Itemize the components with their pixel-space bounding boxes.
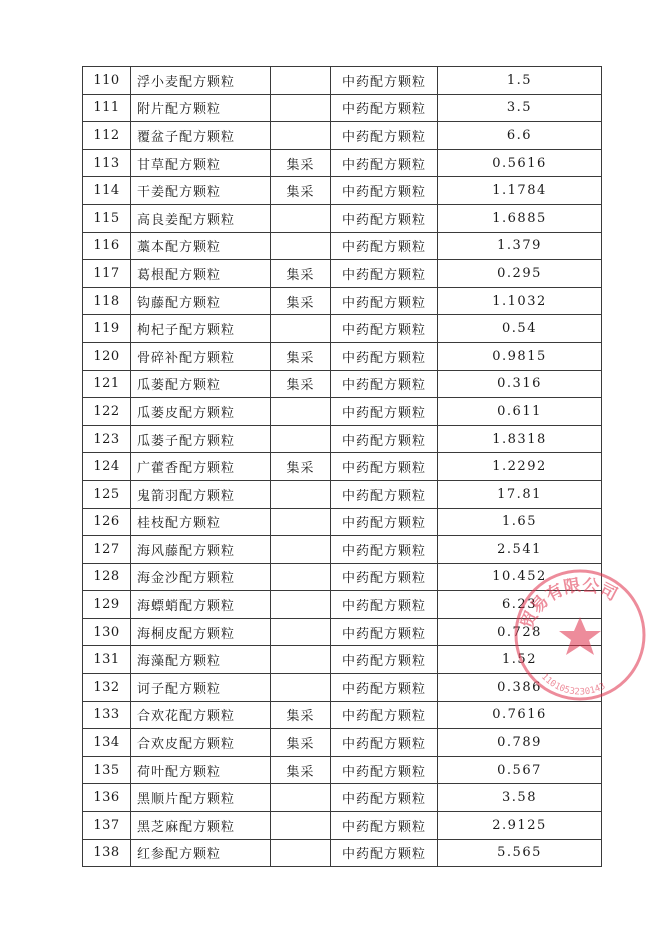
- procurement-tag: [271, 232, 331, 260]
- drug-name: 黑顺片配方颗粒: [131, 784, 271, 812]
- drug-category: 中药配方颗粒: [331, 646, 438, 674]
- unit-price: 1.6885: [438, 204, 602, 232]
- procurement-tag: [271, 425, 331, 453]
- procurement-tag: [271, 563, 331, 591]
- row-number: 121: [83, 370, 131, 398]
- unit-price: 1.65: [438, 508, 602, 536]
- table-row: [83, 453, 602, 481]
- unit-price: 0.295: [438, 260, 602, 288]
- unit-price: 1.2292: [438, 453, 602, 481]
- drug-name: 鬼箭羽配方颗粒: [131, 480, 271, 508]
- drug-category: 中药配方颗粒: [331, 563, 438, 591]
- drug-category: 中药配方颗粒: [331, 480, 438, 508]
- drug-category: 中药配方颗粒: [331, 756, 438, 784]
- row-number: 132: [83, 674, 131, 702]
- drug-name: 瓜蒌皮配方颗粒: [131, 398, 271, 426]
- procurement-tag: 集采: [271, 701, 331, 729]
- table-row: [83, 370, 602, 398]
- drug-name: 海螵蛸配方颗粒: [131, 591, 271, 619]
- drug-name: 瓜蒌配方颗粒: [131, 370, 271, 398]
- drug-category: 中药配方颗粒: [331, 122, 438, 150]
- table-row: [83, 563, 602, 591]
- drug-price-table: [82, 66, 602, 867]
- procurement-tag: [271, 536, 331, 564]
- table-row: [83, 508, 602, 536]
- unit-price: 3.58: [438, 784, 602, 812]
- unit-price: 5.565: [438, 839, 602, 867]
- table-row: [83, 149, 602, 177]
- drug-category: 中药配方颗粒: [331, 674, 438, 702]
- row-number: 115: [83, 204, 131, 232]
- row-number: 120: [83, 342, 131, 370]
- procurement-tag: [271, 674, 331, 702]
- row-number: 122: [83, 398, 131, 426]
- drug-category: 中药配方颗粒: [331, 67, 438, 95]
- drug-name: 甘草配方颗粒: [131, 149, 271, 177]
- seal-code: 1101053230143: [539, 672, 608, 698]
- row-number: 129: [83, 591, 131, 619]
- drug-category: 中药配方颗粒: [331, 425, 438, 453]
- drug-name: 浮小麦配方颗粒: [131, 67, 271, 95]
- drug-name: 高良姜配方颗粒: [131, 204, 271, 232]
- row-number: 136: [83, 784, 131, 812]
- drug-category: 中药配方颗粒: [331, 177, 438, 205]
- drug-category: 中药配方颗粒: [331, 260, 438, 288]
- drug-name: 海桐皮配方颗粒: [131, 618, 271, 646]
- procurement-tag: [271, 784, 331, 812]
- unit-price: 6.23: [438, 591, 602, 619]
- table-row: [83, 425, 602, 453]
- unit-price: 0.54: [438, 315, 602, 343]
- row-number: 119: [83, 315, 131, 343]
- drug-name: 红参配方颗粒: [131, 839, 271, 867]
- procurement-tag: [271, 508, 331, 536]
- procurement-tag: 集采: [271, 177, 331, 205]
- drug-category: 中药配方颗粒: [331, 342, 438, 370]
- unit-price: 2.541: [438, 536, 602, 564]
- unit-price: 0.728: [438, 618, 602, 646]
- drug-category: 中药配方颗粒: [331, 453, 438, 481]
- unit-price: 1.1784: [438, 177, 602, 205]
- row-number: 116: [83, 232, 131, 260]
- drug-category: 中药配方颗粒: [331, 729, 438, 757]
- procurement-tag: [271, 591, 331, 619]
- drug-name: 合欢皮配方颗粒: [131, 729, 271, 757]
- procurement-tag: 集采: [271, 287, 331, 315]
- drug-name: 诃子配方颗粒: [131, 674, 271, 702]
- row-number: 112: [83, 122, 131, 150]
- procurement-tag: [271, 204, 331, 232]
- unit-price: 0.789: [438, 729, 602, 757]
- drug-name: 覆盆子配方颗粒: [131, 122, 271, 150]
- table-row: [83, 315, 602, 343]
- row-number: 117: [83, 260, 131, 288]
- procurement-tag: 集采: [271, 756, 331, 784]
- drug-category: 中药配方颗粒: [331, 315, 438, 343]
- drug-name: 藁本配方颗粒: [131, 232, 271, 260]
- row-number: 114: [83, 177, 131, 205]
- unit-price: 1.1032: [438, 287, 602, 315]
- row-number: 127: [83, 536, 131, 564]
- drug-category: 中药配方颗粒: [331, 839, 438, 867]
- table-row: [83, 839, 602, 867]
- procurement-tag: [271, 94, 331, 122]
- drug-category: 中药配方颗粒: [331, 94, 438, 122]
- table-row: [83, 94, 602, 122]
- table-row: [83, 260, 602, 288]
- drug-name: 海风藤配方颗粒: [131, 536, 271, 564]
- drug-category: 中药配方颗粒: [331, 370, 438, 398]
- row-number: 130: [83, 618, 131, 646]
- table-row: [83, 756, 602, 784]
- unit-price: 0.9815: [438, 342, 602, 370]
- unit-price: 0.567: [438, 756, 602, 784]
- drug-name: 海金沙配方颗粒: [131, 563, 271, 591]
- table-row: [83, 701, 602, 729]
- row-number: 131: [83, 646, 131, 674]
- drug-name: 钩藤配方颗粒: [131, 287, 271, 315]
- table-row: [83, 204, 602, 232]
- procurement-tag: [271, 812, 331, 840]
- drug-name: 干姜配方颗粒: [131, 177, 271, 205]
- drug-name: 黑芝麻配方颗粒: [131, 812, 271, 840]
- table-row: [83, 177, 602, 205]
- drug-category: 中药配方颗粒: [331, 508, 438, 536]
- row-number: 137: [83, 812, 131, 840]
- row-number: 111: [83, 94, 131, 122]
- table-row: [83, 784, 602, 812]
- unit-price: 0.5616: [438, 149, 602, 177]
- unit-price: 1.52: [438, 646, 602, 674]
- drug-name: 骨碎补配方颗粒: [131, 342, 271, 370]
- table-row: [83, 812, 602, 840]
- drug-category: 中药配方颗粒: [331, 591, 438, 619]
- procurement-tag: [271, 122, 331, 150]
- row-number: 124: [83, 453, 131, 481]
- unit-price: 1.8318: [438, 425, 602, 453]
- drug-name: 桂枝配方颗粒: [131, 508, 271, 536]
- table-row: [83, 342, 602, 370]
- drug-name: 枸杞子配方颗粒: [131, 315, 271, 343]
- row-number: 128: [83, 563, 131, 591]
- unit-price: 1.5: [438, 67, 602, 95]
- procurement-tag: [271, 618, 331, 646]
- row-number: 126: [83, 508, 131, 536]
- procurement-tag: 集采: [271, 729, 331, 757]
- drug-category: 中药配方颗粒: [331, 618, 438, 646]
- seal-text: 贸易有限公司: [517, 575, 621, 632]
- drug-name: 葛根配方颗粒: [131, 260, 271, 288]
- table-row: [83, 480, 602, 508]
- unit-price: 0.7616: [438, 701, 602, 729]
- procurement-tag: 集采: [271, 149, 331, 177]
- unit-price: 6.6: [438, 122, 602, 150]
- procurement-tag: 集采: [271, 453, 331, 481]
- procurement-tag: [271, 646, 331, 674]
- procurement-tag: [271, 480, 331, 508]
- drug-category: 中药配方颗粒: [331, 204, 438, 232]
- row-number: 118: [83, 287, 131, 315]
- drug-category: 中药配方颗粒: [331, 536, 438, 564]
- drug-name: 海藻配方颗粒: [131, 646, 271, 674]
- row-number: 133: [83, 701, 131, 729]
- drug-name: 广藿香配方颗粒: [131, 453, 271, 481]
- drug-category: 中药配方颗粒: [331, 812, 438, 840]
- procurement-tag: 集采: [271, 260, 331, 288]
- table-row: [83, 646, 602, 674]
- unit-price: 3.5: [438, 94, 602, 122]
- row-number: 138: [83, 839, 131, 867]
- table-row: [83, 122, 602, 150]
- unit-price: 0.316: [438, 370, 602, 398]
- drug-name: 瓜蒌子配方颗粒: [131, 425, 271, 453]
- row-number: 125: [83, 480, 131, 508]
- procurement-tag: 集采: [271, 370, 331, 398]
- procurement-tag: [271, 315, 331, 343]
- table-row: [83, 729, 602, 757]
- procurement-tag: [271, 398, 331, 426]
- table-row: [83, 398, 602, 426]
- unit-price: 1.379: [438, 232, 602, 260]
- unit-price: 17.81: [438, 480, 602, 508]
- drug-category: 中药配方颗粒: [331, 232, 438, 260]
- drug-category: 中药配方颗粒: [331, 398, 438, 426]
- row-number: 123: [83, 425, 131, 453]
- row-number: 113: [83, 149, 131, 177]
- table-row: [83, 591, 602, 619]
- drug-category: 中药配方颗粒: [331, 701, 438, 729]
- unit-price: 0.611: [438, 398, 602, 426]
- procurement-tag: [271, 839, 331, 867]
- unit-price: 2.9125: [438, 812, 602, 840]
- unit-price: 0.386: [438, 674, 602, 702]
- unit-price: 10.452: [438, 563, 602, 591]
- drug-category: 中药配方颗粒: [331, 149, 438, 177]
- table-row: [83, 287, 602, 315]
- table-body: [83, 67, 602, 867]
- table-row: [83, 232, 602, 260]
- drug-category: 中药配方颗粒: [331, 287, 438, 315]
- row-number: 135: [83, 756, 131, 784]
- drug-name: 荷叶配方颗粒: [131, 756, 271, 784]
- row-number: 110: [83, 67, 131, 95]
- procurement-tag: 集采: [271, 342, 331, 370]
- drug-name: 附片配方颗粒: [131, 94, 271, 122]
- table-row: [83, 618, 602, 646]
- table-row: [83, 67, 602, 95]
- drug-category: 中药配方颗粒: [331, 784, 438, 812]
- drug-name: 合欢花配方颗粒: [131, 701, 271, 729]
- procurement-tag: [271, 67, 331, 95]
- table-row: [83, 536, 602, 564]
- row-number: 134: [83, 729, 131, 757]
- table-row: [83, 674, 602, 702]
